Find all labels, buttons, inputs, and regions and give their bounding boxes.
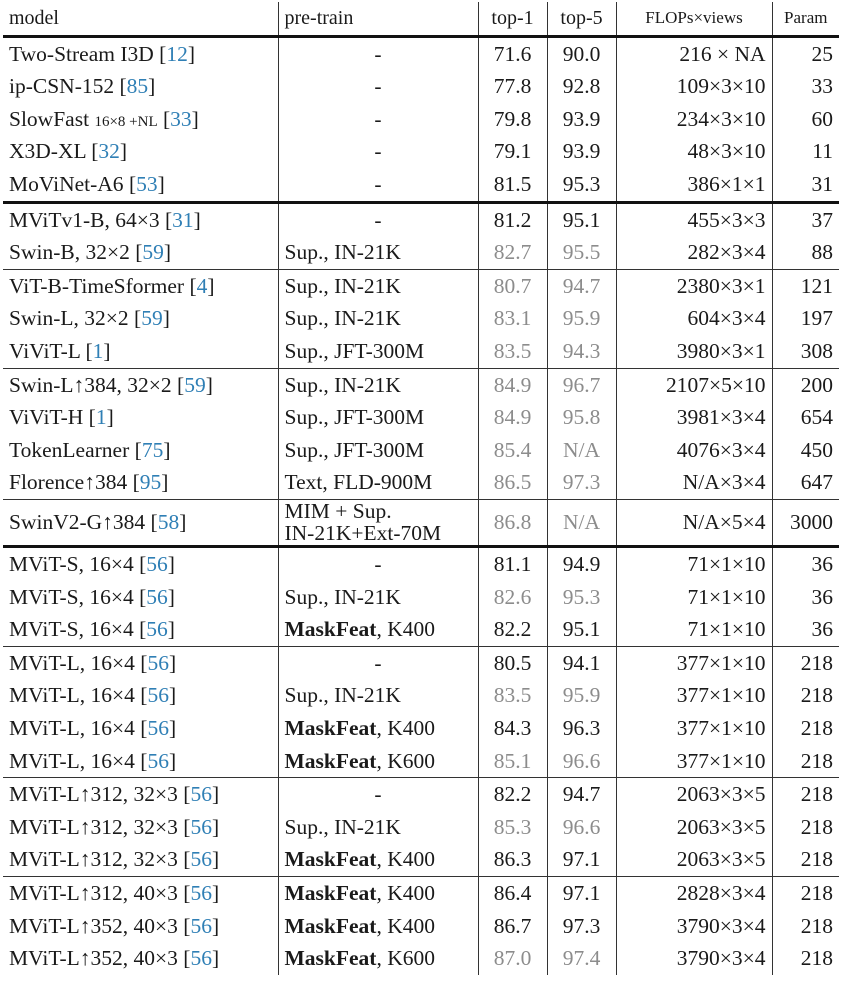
flops-cell: 282×3×4 [616,236,772,269]
param-cell: 218 [772,745,839,778]
flops-cell: 2380×3×1 [616,269,772,302]
model-name: MViT-L↑312, 40×3 [9,880,178,905]
param-cell: 33 [772,70,839,103]
table-row [3,679,839,712]
pretrain-dataset: , K400 [376,847,435,872]
flops-cell: 377×1×10 [616,712,772,745]
model-cell: Swin-L↑384, 32×2 [59] [3,368,278,401]
top1-cell: 85.4 [478,434,547,467]
model-cell: MViT-S, 16×4 [56] [9,584,175,609]
table-row [3,368,839,401]
model-name: MViT-L, 16×4 [9,716,135,741]
top1-cell: 83.5 [478,679,547,712]
top5-cell: 95.9 [547,679,616,712]
model-cell: Swin-B, 32×2 [59] [9,240,172,265]
param-cell: 218 [772,910,839,943]
model-name: MViTv1-B, 64×3 [9,207,160,232]
citation-ref: 56 [190,847,212,872]
model-config: 16×8 +NL [94,113,158,130]
pretrain-cell [278,401,478,434]
table-row [3,135,839,168]
top5-cell: 92.8 [547,70,616,103]
model-cell: ViT-B-TimeSformer [4] [3,269,278,302]
model-cell: MViT-L, 16×4 [56] [9,716,177,741]
model-cell: ViViT-H [1] [9,405,114,430]
top5-cell: 94.7 [547,269,616,302]
model-name: MViT-S, 16×4 [9,552,134,577]
top5-cell: 94.7 [547,778,616,811]
top5-cell: 96.3 [547,712,616,745]
param-cell: 218 [772,646,839,679]
pretrain-cell [278,103,478,136]
model-name: SwinV2-G↑384 [9,510,146,535]
pretrain-cell [278,581,478,614]
model-cell: MViTv1-B, 64×3 [31] [3,202,278,236]
pretrain-text: - [374,782,382,807]
pretrain-cell [278,202,478,236]
param-cell: 450 [772,434,839,467]
flops-cell: 48×3×10 [616,135,772,168]
model-name: Two-Stream I3D [9,41,154,66]
flops-cell: 604×3×4 [616,302,772,335]
table-row [3,613,839,646]
model-name: Swin-L↑384, 32×2 [9,372,172,397]
top5-cell: 95.5 [547,236,616,269]
citation-ref: 56 [146,617,168,642]
model-name: MViT-L, 16×4 [9,683,135,708]
top1-cell: 84.3 [478,712,547,745]
top1-cell: 77.8 [478,70,547,103]
param-cell: 121 [772,269,839,302]
top1-cell: 82.7 [478,236,547,269]
flops-cell: N/A×5×4 [616,499,772,546]
top5-cell: 90.0 [547,36,616,70]
pretrain-method: MaskFeat [284,913,377,938]
top1-cell: 81.5 [478,168,547,202]
flops-cell: 377×1×10 [616,646,772,679]
pretrain-text: - [374,552,382,577]
citation-ref: 12 [166,41,188,66]
top5-cell: 93.9 [547,135,616,168]
top5-cell: 95.3 [547,581,616,614]
pretrain-text: Sup., IN-21K [284,372,401,397]
pretrain-dataset: , K400 [376,880,435,905]
top5-cell: 94.3 [547,335,616,368]
flops-cell: 2063×3×5 [616,811,772,844]
model-cell: MViT-L↑312, 32×3 [56] [9,847,220,872]
pretrain-cell [278,843,478,876]
model-name: ViViT-L [9,338,81,363]
param-cell: 197 [772,302,839,335]
param-cell: 60 [772,103,839,136]
model-cell: MViT-L↑312, 40×3 [56] [3,876,278,909]
model-cell: MViT-L↑312, 32×3 [56] [3,778,278,811]
flops-cell: 3790×3×4 [616,910,772,943]
param-cell: 37 [772,202,839,236]
header-param: Param [772,2,839,36]
model-name: Swin-L, 32×2 [9,306,129,331]
top1-cell: 86.4 [478,876,547,909]
flops-cell: N/A×3×4 [616,466,772,499]
flops-cell: 377×1×10 [616,679,772,712]
flops-cell: 216 × NA [616,36,772,70]
pretrain-cell [278,302,478,335]
top1-cell: 81.1 [478,547,547,581]
table-row [3,811,839,844]
model-name: ViViT-H [9,405,84,430]
pretrain-method: MaskFeat [284,847,377,872]
pretrain-cell [278,368,478,401]
model-cell: MViT-S, 16×4 [56] [9,617,175,642]
pretrain-text: - [374,139,382,164]
table-row [3,335,839,368]
pretrain-dataset: , K400 [376,913,435,938]
pretrain-cell [278,811,478,844]
pretrain-cell [278,942,478,975]
model-name: MViT-S, 16×4 [9,584,134,609]
citation-ref: 1 [95,405,107,430]
pretrain-cell [278,36,478,70]
model-cell: Two-Stream I3D [12] [9,41,195,66]
table-row [3,434,839,467]
top1-cell: 82.2 [478,613,547,646]
model-cell: MViT-L↑352, 40×3 [56] [9,913,220,938]
flops-cell: 71×1×10 [616,613,772,646]
pretrain-text: Sup., IN-21K [284,306,401,331]
top1-cell: 80.7 [478,269,547,302]
table-row [3,70,839,103]
table-row [3,581,839,614]
table-body [3,36,839,975]
table-row [3,942,839,975]
pretrain-cell [278,679,478,712]
param-cell: 218 [772,679,839,712]
table-row [3,269,839,302]
citation-ref: 59 [141,306,163,331]
flops-cell: 3790×3×4 [616,942,772,975]
top1-cell: 83.5 [478,335,547,368]
citation-ref: 56 [190,880,212,905]
top5-cell: 97.1 [547,876,616,909]
flops-cell: 4076×3×4 [616,434,772,467]
flops-cell: 2063×3×5 [616,778,772,811]
model-name: MViT-L, 16×4 [9,650,135,675]
model-cell: MViT-L, 16×4 [56] [9,683,177,708]
header-top5: top-5 [547,2,616,36]
citation-ref: 53 [136,171,158,196]
pretrain-cell [278,70,478,103]
top1-cell: 79.1 [478,135,547,168]
flops-cell: 71×1×10 [616,581,772,614]
flops-cell: 386×1×1 [616,168,772,202]
citation-ref: 56 [147,716,169,741]
pretrain-dataset: , K400 [376,617,435,642]
model-cell: SwinV2-G↑384 [58] [3,499,278,546]
pretrain-text: Sup., IN-21K [284,240,401,265]
model-cell: MViT-S, 16×4 [56] [3,547,278,581]
pretrain-cell [278,646,478,679]
top1-cell: 86.7 [478,910,547,943]
pretrain-text: - [374,171,382,196]
flops-cell: 71×1×10 [616,547,772,581]
pretrain-text: - [374,74,382,99]
model-name: MViT-L↑352, 40×3 [9,946,178,971]
top5-cell: 94.9 [547,547,616,581]
citation-ref: 56 [190,946,212,971]
table-row [3,910,839,943]
pretrain-dataset: , K400 [376,716,435,741]
model-name: Florence↑384 [9,470,128,495]
model-cell: MViT-L↑352, 40×3 [56] [9,946,220,971]
table-row [3,745,839,778]
model-name: ViT-B-TimeSformer [9,273,185,298]
citation-ref: 56 [190,782,212,807]
model-cell: SlowFast 16×8 +NL [33] [9,106,199,131]
top1-cell: 83.1 [478,302,547,335]
table-row [3,36,839,70]
top1-cell: 84.9 [478,401,547,434]
top1-cell: 80.5 [478,646,547,679]
flops-cell: 2828×3×4 [616,876,772,909]
model-name: X3D-XL [9,139,86,164]
model-name: MViT-L↑352, 40×3 [9,913,178,938]
table-row [3,712,839,745]
model-cell: X3D-XL [32] [9,139,128,164]
param-cell: 218 [772,876,839,909]
citation-ref: 56 [147,650,169,675]
flops-cell: 3980×3×1 [616,335,772,368]
header-flops: FLOPs×views [616,2,772,36]
flops-cell: 2107×5×10 [616,368,772,401]
pretrain-text: - [374,207,382,232]
pretrain-text: - [374,41,382,66]
citation-ref: 95 [139,470,162,495]
pretrain-cell [278,466,478,499]
pretrain-cell [278,135,478,168]
pretrain-cell [278,434,478,467]
pretrain-method: MaskFeat [284,617,377,642]
header-model: model [3,2,278,36]
top5-cell: 93.9 [547,103,616,136]
header-top1: top-1 [478,2,547,36]
citation-ref: 32 [98,139,120,164]
param-cell: 36 [772,547,839,581]
param-cell: 218 [772,811,839,844]
top1-cell: 82.2 [478,778,547,811]
top5-cell: 94.1 [547,646,616,679]
model-name: SlowFast [9,106,90,131]
top1-cell: 79.8 [478,103,547,136]
top5-cell: 97.3 [547,466,616,499]
param-cell: 200 [772,368,839,401]
top5-cell: 95.1 [547,613,616,646]
citation-ref: 56 [147,748,169,773]
citation-ref: 56 [146,552,168,577]
param-cell: 3000 [772,499,839,546]
param-cell: 88 [772,236,839,269]
pretrain-cell [278,547,478,581]
param-cell: 218 [772,843,839,876]
flops-cell: 3981×3×4 [616,401,772,434]
pretrain-method: MaskFeat [284,880,377,905]
model-name: MoViNet-A6 [9,171,124,196]
param-cell: 11 [772,135,839,168]
param-cell: 647 [772,466,839,499]
top1-cell: 81.2 [478,202,547,236]
table-row [3,876,839,909]
pretrain-method: MaskFeat [284,946,377,971]
top1-cell: 86.5 [478,466,547,499]
top1-cell: 71.6 [478,36,547,70]
table-row [3,646,839,679]
pretrain-cell [278,778,478,811]
citation-ref: 56 [190,913,212,938]
citation-ref: 85 [126,74,149,99]
pretrain-cell [278,712,478,745]
table-row [3,843,839,876]
top1-cell: 84.9 [478,368,547,401]
top5-cell: 96.7 [547,368,616,401]
pretrain-text: Sup., IN-21K [284,273,401,298]
table-row [3,302,839,335]
top5-cell: N/A [547,434,616,467]
param-cell: 654 [772,401,839,434]
model-cell: MoViNet-A6 [53] [9,171,165,196]
top5-cell: 95.8 [547,401,616,434]
pretrain-cell [278,613,478,646]
param-cell: 218 [772,712,839,745]
table-row [3,499,839,546]
top1-cell: 86.8 [478,499,547,546]
citation-ref: 56 [190,814,212,839]
model-cell: Swin-L, 32×2 [59] [9,306,170,331]
citation-ref: 1 [92,338,104,363]
param-cell: 36 [772,613,839,646]
model-cell: TokenLearner [75] [9,437,171,462]
citation-ref: 4 [196,273,208,298]
top5-cell: 95.9 [547,302,616,335]
pretrain-cell [278,876,478,909]
pretrain-text: Sup., IN-21K [284,814,401,839]
table-row [3,778,839,811]
results-table [3,2,839,975]
top5-cell: 95.3 [547,168,616,202]
model-name: MViT-L, 16×4 [9,748,135,773]
top1-cell: 87.0 [478,942,547,975]
pretrain-text: Sup., JFT-300M [284,338,425,363]
top5-cell: 97.1 [547,843,616,876]
pretrain-text: Sup., IN-21K [284,584,401,609]
flops-cell: 109×3×10 [616,70,772,103]
flops-cell: 2063×3×5 [616,843,772,876]
pretrain-dataset: , K600 [376,748,435,773]
citation-ref: 59 [142,240,164,265]
pretrain-text: Sup., JFT-300M [284,437,425,462]
flops-cell: 234×3×10 [616,103,772,136]
model-name: ip-CSN-152 [9,74,115,99]
pretrain-cell [278,168,478,202]
table-row [3,168,839,202]
top5-cell: 96.6 [547,745,616,778]
model-name: Swin-B, 32×2 [9,240,130,265]
top1-cell: 82.6 [478,581,547,614]
top1-cell: 86.3 [478,843,547,876]
model-name: MViT-L↑312, 32×3 [9,847,178,872]
citation-ref: 75 [141,437,164,462]
pretrain-cell [278,499,478,546]
pretrain-text: - [374,106,382,131]
flops-cell: 377×1×10 [616,745,772,778]
citation-ref: 58 [157,510,180,535]
table-row [3,103,839,136]
pretrain-text: Sup., JFT-300M [284,405,425,430]
param-cell: 25 [772,36,839,70]
pretrain-dataset: , K600 [376,946,435,971]
header-pretrain: pre-train [278,2,478,36]
param-cell: 308 [772,335,839,368]
model-cell: MViT-L↑312, 32×3 [56] [9,814,220,839]
pretrain-cell [278,269,478,302]
model-cell: ip-CSN-152 [85] [9,74,156,99]
pretrain-cell [278,745,478,778]
pretrain-cell [278,335,478,368]
table-row [3,202,839,236]
citation-ref: 56 [146,584,168,609]
top5-cell: 96.6 [547,811,616,844]
top5-cell: N/A [547,499,616,546]
model-name: MViT-L↑312, 32×3 [9,782,178,807]
model-name: MViT-L↑312, 32×3 [9,814,178,839]
model-cell: Florence↑384 [95] [9,470,169,495]
citation-ref: 56 [147,683,169,708]
model-cell: MViT-L, 16×4 [56] [3,646,278,679]
param-cell: 36 [772,581,839,614]
pretrain-text: - [374,650,382,675]
model-name: MViT-S, 16×4 [9,617,134,642]
top1-cell: 85.3 [478,811,547,844]
citation-ref: 59 [184,372,206,397]
pretrain-cell [278,236,478,269]
top5-cell: 97.3 [547,910,616,943]
pretrain-method: MaskFeat [284,716,377,741]
table-row [3,547,839,581]
pretrain-cell [278,910,478,943]
citation-ref: 33 [170,106,192,131]
pretrain-line1: MIM + Sup. [284,498,392,523]
model-cell: MViT-L, 16×4 [56] [9,748,177,773]
top5-cell: 95.1 [547,202,616,236]
top5-cell: 97.4 [547,942,616,975]
pretrain-method: MaskFeat [284,748,377,773]
param-cell: 31 [772,168,839,202]
citation-ref: 31 [172,207,194,232]
pretrain-line2: IN-21K+Ext-70M [284,521,442,546]
table-row [3,466,839,499]
table-row [3,236,839,269]
flops-cell: 455×3×3 [616,202,772,236]
pretrain-text: Text, FLD-900M [284,470,433,495]
header-row [3,2,839,36]
param-cell: 218 [772,942,839,975]
pretrain-text: Sup., IN-21K [284,683,401,708]
model-name: TokenLearner [9,437,130,462]
model-cell: ViViT-L [1] [9,338,111,363]
table-row [3,401,839,434]
param-cell: 218 [772,778,839,811]
top1-cell: 85.1 [478,745,547,778]
